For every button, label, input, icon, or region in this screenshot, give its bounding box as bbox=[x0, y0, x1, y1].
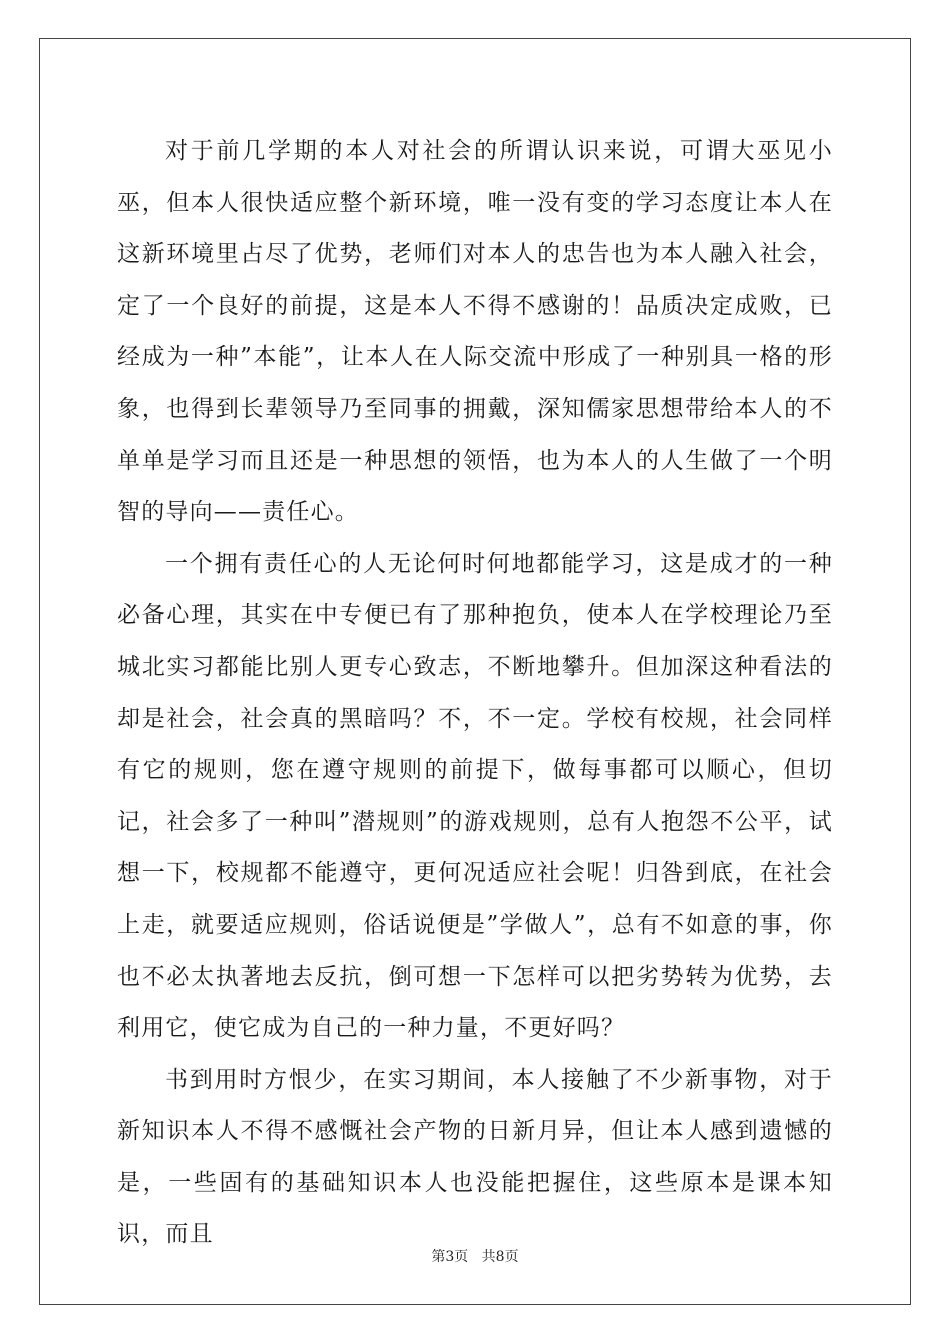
page-total: 共8页 bbox=[481, 1249, 519, 1265]
page-footer bbox=[0, 1246, 950, 1266]
paragraph-1: 对于前几学期的本人对社会的所谓认识来说，可谓大巫见小巫，但本人很快适应整个新环境，唯一没有变的学习态度让本人在这新环境里占尽了优势，老师们对本人的忠告也为本人融入社会，定了一个良好的前提，这是本人不得不感谢的！品质决定成败，已经成为一种”本能”，让本人在人际交流中形成了一种别具一格的形象，也得到长辈领导乃至同事的拥戴，深知儒家思想带给本人的不单单是学习而且还是一种思想的领悟，也为本人的人生做了一个明智的导向——责任心。 bbox=[117, 138, 833, 526]
page-number: 第3页 bbox=[431, 1249, 469, 1265]
document-body bbox=[117, 126, 833, 1261]
paragraph-2: 一个拥有责任心的人无论何时何地都能学习，这是成才的一种必备心理，其实在中专便已有了那种抱负，使本人在学校理论乃至城北实习都能比别人更专心致志，不断地攀升。但加深这种看法的却是社会，社会真的黑暗吗？不，不一定。学校有校规，社会同样有它的规则，您在遵守规则的前提下，做每事都可以顺心，但切记，社会多了一种叫”潜规则”的游戏规则，总有人抱怨不公平，试想一下，校规都不能遵守，更何况适应社会呢！归咎到底，在社会上走，就要适应规则，俗话说便是”学做人”，总有不如意的事，你也不必太执著地去反抗，倒可想一下怎样可以把劣势转为优势，去利用它，使它成为自己的一种力量，不更好吗？ bbox=[117, 550, 833, 1042]
paragraph-3: 书到用时方恨少，在实习期间，本人接触了不少新事物，对于新知识本人不得不感慨社会产物的日新月异，但让本人感到遗憾的是，一些固有的基础知识本人也没能把握住，这些原本是课本知识，而且 bbox=[117, 1066, 833, 1248]
